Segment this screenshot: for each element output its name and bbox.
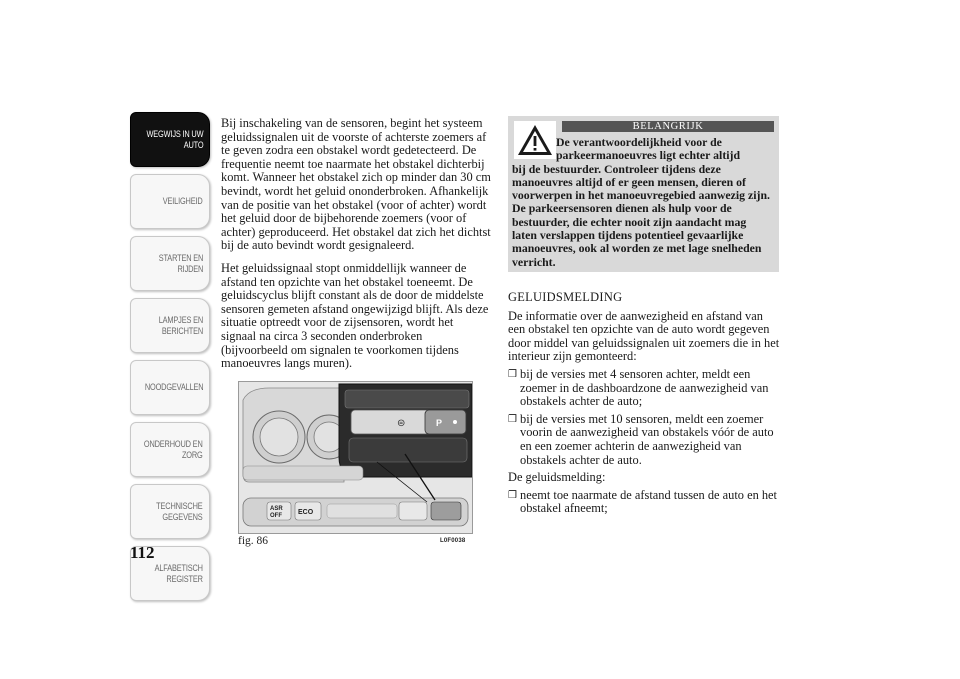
tab-starten-en-rijden[interactable]	[130, 236, 210, 291]
warning-box	[508, 116, 779, 272]
paragraph: Het geluidssignaal stopt onmiddellijk wanneer de afstand ten opzichte van het obstakel toeneemt. De geluidscyclus blijft constant als de door de middelste sensoren gemeten afstand ongewijzigd blijft. Als deze situatie optreedt voor de zijsensoren, wordt het signaal na circa 3 seconden onderbroken (bijvoorbeeld om signalen te voorkomen tijdens manoeuvres langs muren).	[221, 260, 489, 371]
tab-label: VEILIGHEID	[163, 196, 203, 206]
left-column	[221, 117, 491, 380]
tab-onderhoud-en-zorg[interactable]	[130, 422, 210, 477]
asr-off-label: OFF	[270, 513, 282, 519]
warning-heading: BELANGRIJK	[562, 121, 774, 132]
tab-label: TECHNISCHE GEGEVENS	[156, 500, 203, 522]
paragraph: Bij inschakeling van de sensoren, begint het systeem geluidssignalen uit de voorste of achterste zoemers af te geven zodra een obstakel wordt gedetecteerd. De frequentie neemt toe naarmate het obstakel dichterbij komt. Wanneer het obstakel zich op minder dan 30 cm bevindt, wordt het geluid ononderbroken. Afhankelijk van de positie van het obstakel (voor of achter) wordt het geluid door de bijbehorende zoemers (voor of achter) geproduceerd. Het obstakel dat zich het dichtst bij de auto bevindt wordt gesignaleerd.	[221, 116, 491, 253]
dashboard-illustration	[239, 382, 472, 533]
chapter-tabs	[130, 112, 210, 608]
tab-label: NOODGEVALLEN	[144, 382, 203, 392]
svg-text:⊜: ⊜	[397, 418, 406, 429]
list-item: ❒ bij de versies met 10 sensoren, meldt een zoemer voorin de aanwezigheid van obstakels vóór de auto en een zoemer achterin de aanwezigheid van obstakels achter de auto.	[508, 413, 780, 467]
paragraph: De informatie over de aanwezigheid en afstand van een obstakel ten opzichte van de auto wordt gegeven door middel van geluidssignalen uit zoemers die in het interieur zijn gemonteerd:	[508, 308, 780, 364]
tab-label: STARTEN EN RIJDEN	[158, 252, 203, 274]
list-item: ❒ neemt toe naarmate de afstand tussen de auto en het obstakel afneemt;	[508, 489, 780, 516]
figure-caption: fig. 86	[238, 535, 269, 547]
tab-label: WEGWIJS IN UW AUTO	[146, 128, 203, 150]
paragraph: De geluidsmelding:	[508, 470, 606, 485]
figure-code: L0F0038	[440, 538, 466, 544]
warning-text	[512, 136, 774, 269]
tab-technische-gegevens[interactable]	[130, 484, 210, 539]
right-column	[508, 291, 780, 520]
tab-lampjes-en-berichten[interactable]	[130, 298, 210, 353]
tab-label: LAMPJES EN BERICHTEN	[158, 314, 203, 336]
warning-line: De verantwoordelijkheid voor de	[556, 135, 722, 149]
asr-label: ASR	[270, 506, 283, 512]
page-number: 112	[130, 543, 155, 562]
eco-label: ECO	[298, 509, 314, 516]
tab-veiligheid[interactable]	[130, 174, 210, 229]
list-item: ❒ bij de versies met 4 sensoren achter, meldt een zoemer in de dashboardzone de aanwezigheid van obstakels achter de auto;	[508, 368, 780, 409]
section-heading: GELUIDSMELDING	[508, 290, 623, 304]
dashboard-figure	[238, 381, 473, 534]
zoom-park-label: P	[436, 418, 443, 428]
tab-noodgevallen[interactable]	[130, 360, 210, 415]
tab-wegwijs-in-uw-auto[interactable]	[130, 112, 210, 167]
tab-label: ONDERHOUD EN ZORG	[144, 438, 203, 460]
warning-body: bij de bestuurder. Controleer tijdens deze manoeuvres altijd of er geen mensen, dieren of voorwerpen in het manoeuvregebied aanwezig zijn. De parkeersensoren dienen als hulp voor de bestuurder, die echter nooit zijn aandacht mag laten verslappen tijdens potentieel gevaarlijke manoeuvres, ook al worden ze met lage snelheden verricht.	[512, 161, 770, 269]
warning-line: parkeermanoeuvres ligt echter altijd	[556, 148, 741, 163]
tab-label: ALFABETISCH REGISTER	[154, 562, 203, 584]
